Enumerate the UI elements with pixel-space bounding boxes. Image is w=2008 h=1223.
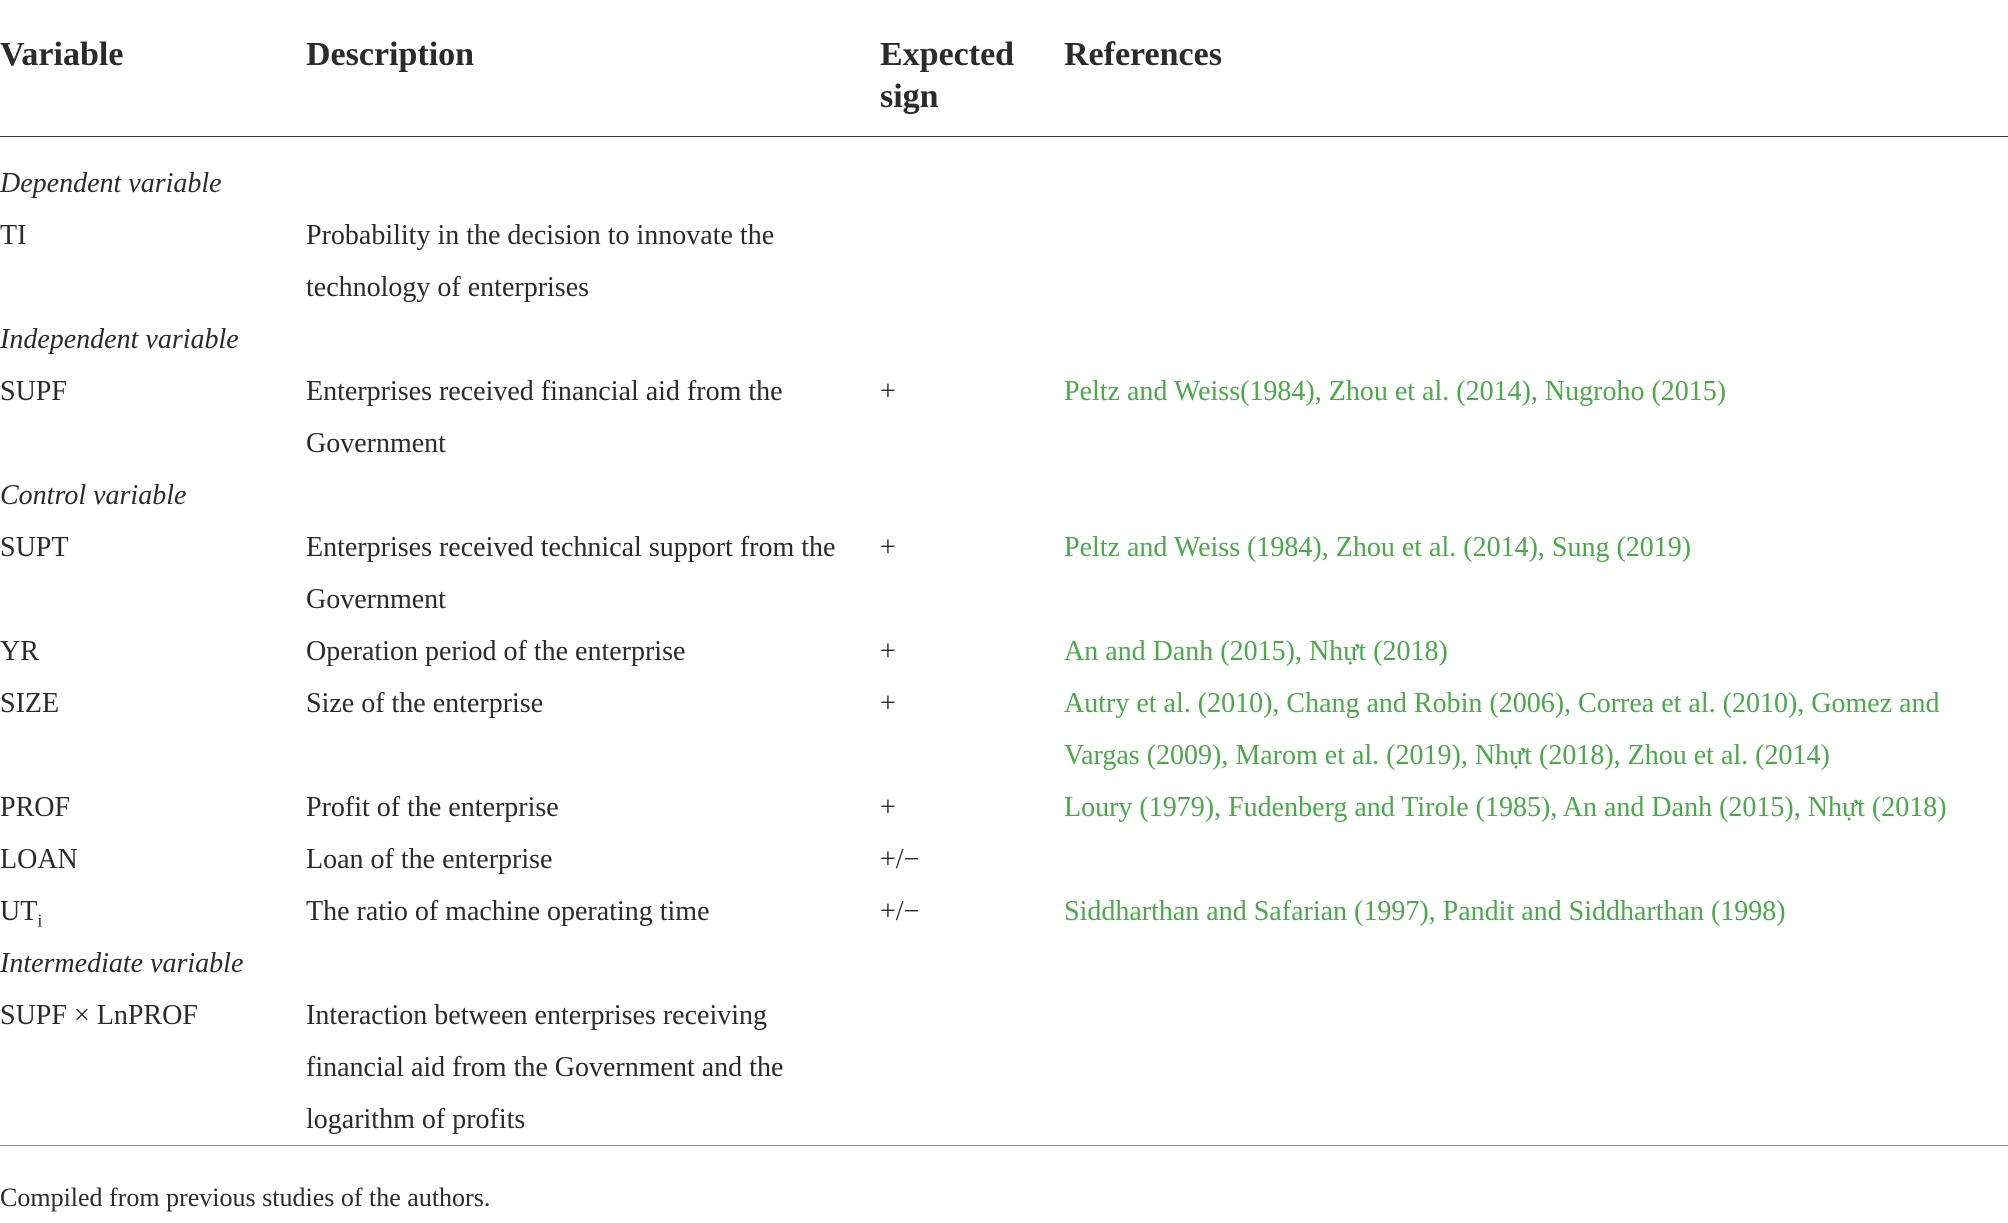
header-variable: Variable — [0, 36, 124, 73]
description-cell: Loan of the enterprise — [306, 844, 553, 875]
sign-cell: +/− — [880, 844, 920, 875]
header-description: Description — [306, 36, 475, 73]
description-cell: Interaction between enterprises receiving financial aid from the Government and the logarithm of profits — [306, 1000, 784, 1135]
group-label: Intermediate variable — [0, 948, 244, 979]
group-label: Independent variable — [0, 324, 239, 355]
table-row — [0, 886, 2008, 938]
header-expected-sign: Expected sign — [880, 36, 1015, 115]
sign-cell: + — [880, 792, 896, 823]
description-cell: Enterprises received technical support from the Government — [306, 532, 836, 615]
header-references: References — [1064, 36, 1222, 73]
variable-cell: SUPF × LnPROF — [0, 1000, 198, 1031]
sign-cell: + — [880, 688, 896, 719]
table-row — [0, 626, 2008, 678]
reference-link[interactable]: Autry et al. (2010), Chang and Robin (2006), Correa et al. (2010), Gomez and Vargas (2009), Marom et al. (2019), Nhựt (2018), Zhou et al. (2014) — [1064, 688, 1940, 771]
group-label: Dependent variable — [0, 168, 222, 199]
sign-cell: + — [880, 636, 896, 667]
sign-cell: + — [880, 532, 896, 563]
table-row — [0, 210, 2008, 314]
variable-name: UT — [0, 896, 38, 927]
reference-link[interactable]: An and Danh (2015), Nhựt (2018) — [1064, 636, 1448, 667]
description-cell: Enterprises received financial aid from the Government — [306, 376, 783, 459]
description-cell: The ratio of machine operating time — [306, 896, 710, 927]
table-row — [0, 782, 2008, 834]
description-cell: Profit of the enterprise — [306, 792, 559, 823]
reference-link[interactable]: Loury (1979), Fudenberg and Tirole (1985), An and Danh (2015), Nhựt (2018) — [1064, 792, 1947, 823]
table-row — [0, 990, 2008, 1146]
variable-cell: YR — [0, 636, 39, 667]
variable-cell: PROF — [0, 792, 71, 823]
header-rule — [0, 136, 2008, 137]
group-row-intermediate — [0, 938, 2008, 990]
reference-link[interactable]: Siddharthan and Safarian (1997), Pandit and Siddharthan (1998) — [1064, 896, 1786, 927]
table-row — [0, 834, 2008, 886]
sign-cell: +/− — [880, 896, 920, 927]
bottom-rule — [0, 1145, 2008, 1146]
description-cell: Size of the enterprise — [306, 688, 544, 719]
sign-cell: + — [880, 376, 896, 407]
table-row — [0, 366, 2008, 470]
description-cell: Operation period of the enterprise — [306, 636, 686, 667]
group-row-control — [0, 470, 2008, 522]
variable-cell: SUPT — [0, 532, 69, 563]
variable-cell: LOAN — [0, 844, 78, 875]
variable-cell: SIZE — [0, 688, 60, 719]
table-header — [0, 0, 2008, 136]
table-row — [0, 678, 2008, 782]
description-cell: Probability in the decision to innovate the technology of enterprises — [306, 220, 775, 303]
table-row — [0, 522, 2008, 626]
reference-link[interactable]: Peltz and Weiss(1984), Zhou et al. (2014), Nugroho (2015) — [1064, 376, 1727, 407]
reference-link[interactable]: Peltz and Weiss (1984), Zhou et al. (2014), Sung (2019) — [1064, 532, 1692, 563]
group-row-dependent — [0, 158, 2008, 210]
variable-cell: TI — [0, 220, 27, 251]
group-row-independent — [0, 314, 2008, 366]
table-footnote: Compiled from previous studies of the authors. — [0, 1183, 491, 1212]
variable-cell: SUPF — [0, 376, 67, 407]
variable-subscript: i — [37, 910, 43, 931]
group-label: Control variable — [0, 480, 187, 511]
table-body — [0, 158, 2008, 1146]
